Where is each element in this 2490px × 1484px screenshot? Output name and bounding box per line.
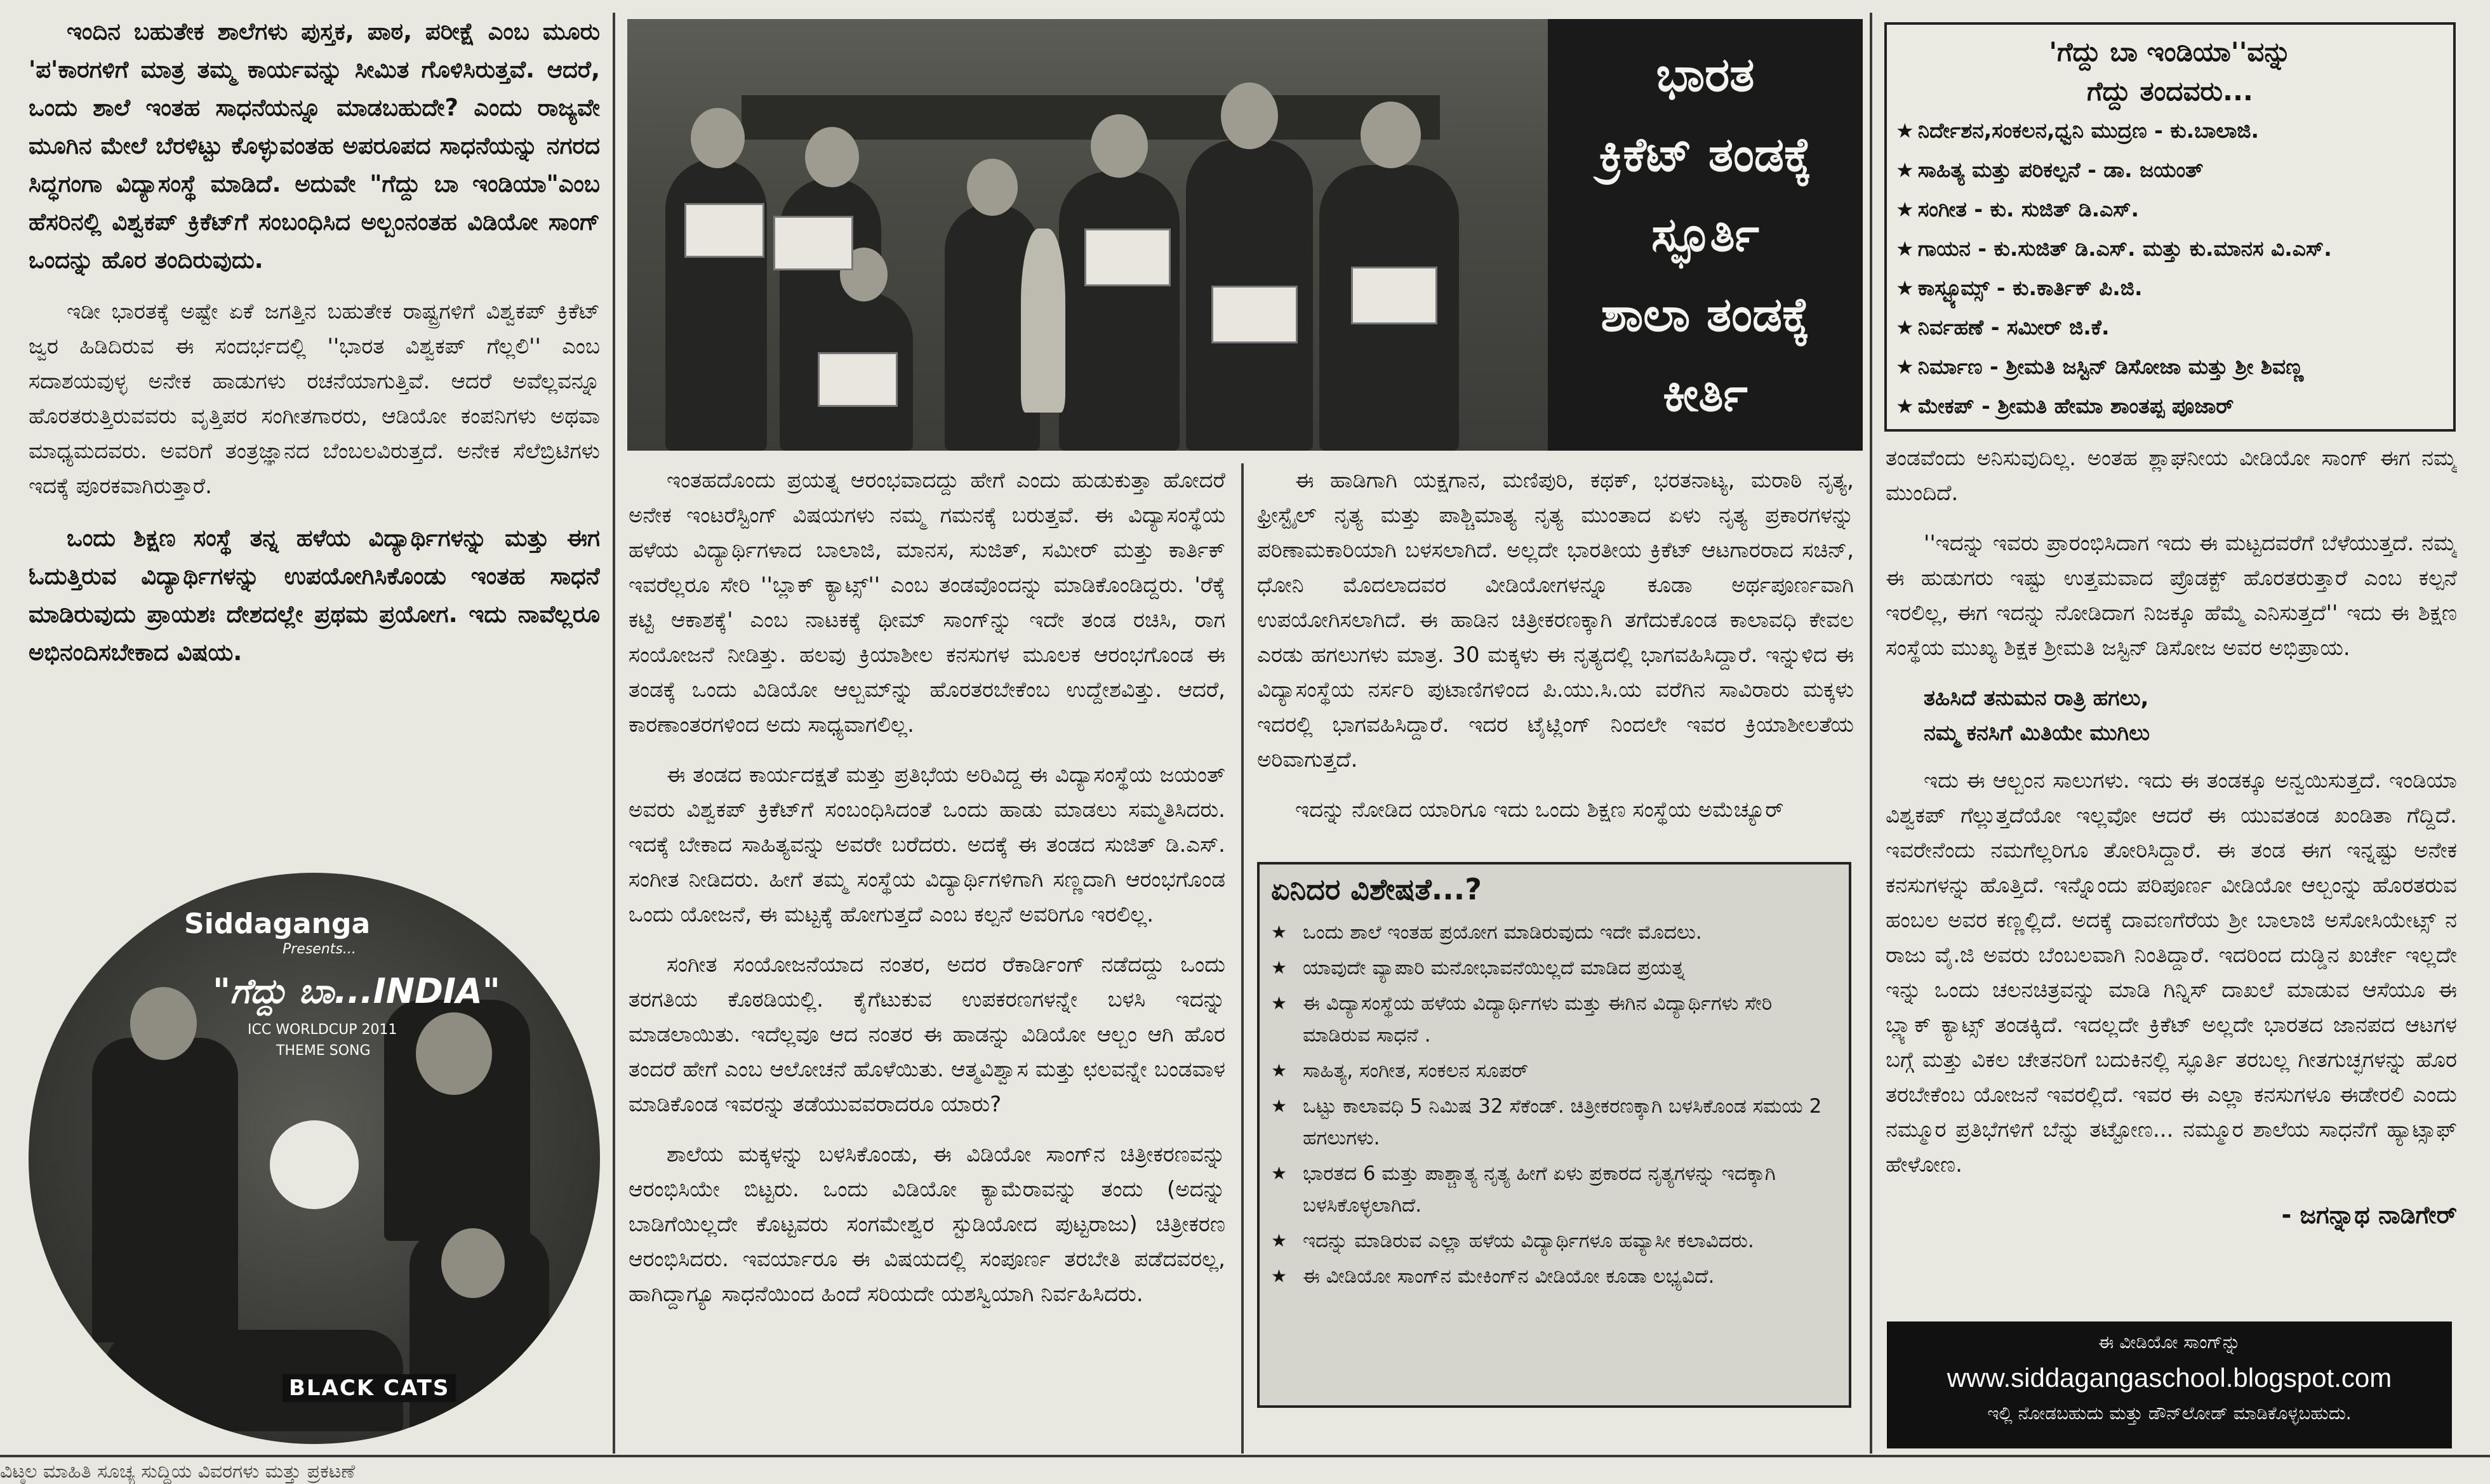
credit-item: ★ ನಿರ್ವಹಣೆ - ಸಮೀರ್ ಜಿ.ಕೆ. bbox=[1896, 315, 2110, 340]
cd-hole bbox=[270, 1120, 359, 1209]
right-paragraph-2: ''ಇದನ್ನು ಇವರು ಪ್ರಾರಂಭಿಸಿದಾಗ ಇದು ಈ ಮಟ್ಟದವರೆಗೆ ಬೆಳೆಯುತ್ತದೆ. ನಮ್ಮ ಈ ಹುಡುಗರು ಇಷ್ಟು ಉತ್ತಮವಾದ ಪ್ರೊಡಕ್ಟ್ ಹೊರತರುತ್ತಾರೆ ಎಂಬ ಕಲ್ಪನೆ ಇರಲಿಲ್ಲ, ಈಗ ಇದನ್ನು ನೋಡಿದಾಗ ನಿಜಕ್ಕೂ ಹೆಮ್ಮೆ ಎನಿಸುತ್ತದೆ'' ಇದು ಈ ಶಿಕ್ಷಣ ಸಂಸ್ಥೆಯ ಮುಖ್ಯ ಶಿಕ್ಷಕ ಶ್ರೀಮತಿ ಜಸ್ಟಿನ್ ಡಿಸೋಜ ಅವರ ಅಭಿಪ್ರಾಯ. bbox=[1886, 531, 2457, 661]
photo-face bbox=[1361, 102, 1421, 168]
credit-item: ★ ಗಾಯನ - ಕು.ಸುಜಿತ್ ಡಿ.ಎಸ್. ಮತ್ತು ಕು.ಮಾನಸ ವಿ.ಎಸ್. bbox=[1896, 236, 2332, 261]
cd-cover bbox=[29, 873, 600, 1444]
features-box bbox=[1257, 862, 1851, 1408]
verse-line: ತಹಿಸಿದೆ ತನುಮನ ರಾತ್ರಿ ಹಗಲು, bbox=[1924, 686, 2149, 711]
photo-face bbox=[691, 108, 745, 168]
star-icon: ★ bbox=[1896, 237, 1914, 261]
trophy bbox=[1021, 229, 1065, 413]
headline-line: ಕ್ರಿಕೆಟ್ ತಂಡಕ್ಕೆ bbox=[1599, 128, 1812, 182]
feature-item: ★ ಈ ವಿದ್ಯಾಸಂಸ್ಥೆಯ ಹಳೆಯ ವಿದ್ಯಾರ್ಥಿಗಳು ಮತ್ತು ಈಗಿನ ವಿದ್ಯಾರ್ಥಿಗಳು ಸೇರಿ ಮಾಡಿರುವ ಸಾಧನೆ . bbox=[1271, 988, 1837, 1051]
cd-box bbox=[1351, 267, 1437, 324]
yakshagana-face bbox=[416, 1012, 492, 1095]
team-photo bbox=[627, 19, 1548, 451]
cd-box bbox=[818, 352, 898, 407]
url-box bbox=[1887, 1322, 2452, 1448]
left-column bbox=[29, 13, 600, 857]
intro-paragraph: ಇಂದಿನ ಬಹುತೇಕ ಶಾಲೆಗಳು ಪುಸ್ತಕ, ಪಾಠ, ಪರೀಕ್ಷೆ ಎಂಬ ಮೂರು 'ಪ'ಕಾರಗಳಿಗೆ ಮಾತ್ರ ತಮ್ಮ ಕಾರ್ಯವನ್ನು ಸೀಮಿತ ಗೊಳಿಸಿರುತ್ತವೆ. ಆದರೆ, ಒಂದು ಶಾಲೆ ಇಂತಹ ಸಾಧನೆಯನ್ನೂ ಮಾಡಬಹುದೇ? ಎಂದು ರಾಜ್ಯವೇ ಮೂಗಿನ ಮೇಲೆ ಬೆರಳಿಟ್ಟು ಕೊಳ್ಳುವಂತಹ ಅಪರೂಪದ ಸಾಧನೆಯನ್ನು ನಗರದ ಸಿದ್ಧಗಂಗಾ ವಿದ್ಯಾಸಂಸ್ಥೆ ಮಾಡಿದೆ. ಅದುವೇ "ಗೆದ್ದು ಬಾ ಇಂಡಿಯಾ"ಎಂಬ ಹೆಸರಿನಲ್ಲಿ ವಿಶ್ವಕಪ್ ಕ್ರಿಕೆಟ್‌ಗೆ ಸಂಬಂಧಿಸಿದ ಅಲ್ಬಂನಂತಹ ವಿಡಿಯೋ ಸಾಂಗ್ ಒಂದನ್ನು ಹೊರ ತಂದಿರುವುದು. bbox=[29, 18, 600, 274]
credits-title: ಗೆದ್ದು ತಂದವರು... bbox=[2087, 76, 2253, 107]
star-icon: ★ bbox=[1271, 1163, 1288, 1184]
presents-text: Presents... bbox=[283, 941, 356, 957]
credit-item: ★ ಸಂಗೀತ - ಕು. ಸುಜಿತ್ ಡಿ.ಎಸ್. bbox=[1896, 197, 2140, 222]
headline-line: ಶಾಲಾ ತಂಡಕ್ಕೆ bbox=[1601, 288, 1810, 342]
byline: - ಜಗನ್ನಾಥ ನಾಡಿಗೇರ್ bbox=[2281, 1201, 2457, 1229]
star-icon: ★ bbox=[1896, 315, 1914, 340]
url-caption: ಈ ವೀಡಿಯೋ ಸಾಂಗ್‌ನ್ನು bbox=[2098, 1332, 2240, 1353]
third-paragraph-2: ಇದನ್ನು ನೋಡಿದ ಯಾರಿಗೂ ಇದು ಒಂದು ಶಿಕ್ಷಣ ಸಂಸ್ಥೆಯ ಅಮೆಚ್ಯೂರ್ bbox=[1295, 797, 1784, 823]
photo-face bbox=[1221, 83, 1278, 149]
star-icon: ★ bbox=[1271, 1266, 1288, 1287]
feature-item: ★ ಸಾಹಿತ್ಯ, ಸಂಗೀತ, ಸಂಕಲನ ಸೂಪರ್ bbox=[1271, 1055, 1837, 1087]
right-column bbox=[1886, 441, 2457, 1311]
left-paragraph-2: ಇಡೀ ಭಾರತಕ್ಕೆ ಅಷ್ಟೇ ಏಕೆ ಜಗತ್ತಿನ ಬಹುತೇಕ ರಾಷ್ಟ್ರಗಳಿಗೆ ವಿಶ್ವಕಪ್ ಕ್ರಿಕೆಟ್ ಜ್ವರ ಹಿಡಿದಿರುವ ಈ ಸಂದರ್ಭದಲ್ಲಿ ''ಭಾರತ ವಿಶ್ವಕಪ್ ಗೆಲ್ಲಲಿ'' ಎಂಬ ಸದಾಶಯವುಳ್ಳ ಅನೇಕ ಹಾಡುಗಳು ರಚನೆಯಾಗುತ್ತಿವೆ. ಆದರೆ ಅವೆಲ್ಲವನ್ನೂ ಹೊರತರುತ್ತಿರುವವರು ವೃತ್ತಿಪರ ಸಂಗೀತಗಾರರು, ಆಡಿಯೋ ಕಂಪನಿಗಳು ಅಥವಾ ಮಾಧ್ಯಮದವರು. ಅವರಿಗೆ ತಂತ್ರಜ್ಞಾನದ ಬೆಂಬಲವಿರುತ್ತದೆ. ಅನೇಕ ಸೆಲೆಬ್ರಿಟಿಗಳು ಇದಕ್ಕೆ ಪೂರಕವಾಗಿರುತ್ತಾರೆ. bbox=[29, 299, 600, 499]
feature-item: ★ ಭಾರತದ 6 ಮತ್ತು ಪಾಶ್ಚಾತ್ಯ ನೃತ್ಯ ಹೀಗೆ ಏಳು ಪ್ರಕಾರದ ನೃತ್ಯಗಳನ್ನು ಇದಕ್ಕಾಗಿ ಬಳಸಿಕೊಳ್ಳಲಾಗಿದೆ. bbox=[1271, 1158, 1837, 1221]
star-icon: ★ bbox=[1271, 993, 1288, 1014]
worldcup-text: ICC WORLDCUP 2011 bbox=[248, 1022, 397, 1038]
column-divider bbox=[1870, 13, 1872, 1454]
bottom-rule bbox=[0, 1455, 2490, 1457]
credits-box bbox=[1884, 22, 2456, 432]
third-column bbox=[1257, 463, 1854, 851]
black-cats-logo: BLACK CATS bbox=[283, 1374, 456, 1402]
star-icon: ★ bbox=[1896, 197, 1914, 222]
credits-title: 'ಗೆದ್ದು ಬಾ ಇಂಡಿಯಾ''ವನ್ನು bbox=[2049, 36, 2291, 67]
star-icon: ★ bbox=[1896, 355, 1914, 379]
bottom-strip: ವಿಟ್ಠಲ ಮಾಹಿತಿ ಸೂಚ್ಯ ಸುದ್ದಿಯ ವಿವರಗಳು ಮತ್ತು ಪ್ರಕಟಣೆ bbox=[0, 1461, 356, 1483]
middle-paragraph-3: ಸಂಗೀತ ಸಂಯೋಜನೆಯಾದ ನಂತರ, ಅದರ ರೆಕಾರ್ಡಿಂಗ್ ನಡೆದದ್ದು ಒಂದು ತರಗತಿಯ ಕೊಠಡಿಯಲ್ಲಿ. ಕೈಗೆಟುಕುವ ಉಪಕರಣಗಳನ್ನೇ ಬಳಸಿ ಇದನ್ನು ಮಾಡಲಾಯಿತು. ಇದೆಲ್ಲವೂ ಆದ ನಂತರ ಈ ಹಾಡನ್ನು ವಿಡಿಯೋ ಆಲ್ಬಂ ಆಗಿ ಹೊರ ತಂದರೆ ಹೇಗೆ ಎಂಬ ಆಲೋಚನೆ ಹೊಳೆಯಿತು. ಆತ್ಮವಿಶ್ವಾಸ ಮತ್ತು ಛಲವನ್ನೇ ಬಂಡವಾಳ ಮಾಡಿಕೊಂಡ ಇವರನ್ನು ತಡೆಯುವವರಾದರೂ ಯಾರು? bbox=[629, 952, 1225, 1117]
credit-item: ★ ಕಾಸ್ಟ್ಯೂಮ್ಸ್ - ಕು.ಕಾರ್ತಿಕ್ ಪಿ.ಜಿ. bbox=[1896, 275, 2143, 300]
photo-person bbox=[665, 159, 767, 451]
dancer-figure bbox=[92, 1038, 238, 1342]
star-icon: ★ bbox=[1271, 1230, 1288, 1251]
blog-link[interactable]: www.siddagangaschool.blogspot.com bbox=[1947, 1363, 2392, 1393]
right-paragraph-1: ತಂಡವೆಂದು ಅನಿಸುವುದಿಲ್ಲ. ಅಂತಹ ಶ್ಲಾಘನೀಯ ವೀಡಿಯೋ ಸಾಂಗ್ ಈಗ ನಮ್ಮ ಮುಂದಿದೆ. bbox=[1886, 446, 2457, 506]
cd-box bbox=[1084, 229, 1171, 286]
middle-column bbox=[629, 463, 1225, 1454]
cd-box bbox=[1211, 286, 1298, 343]
photo-face bbox=[1091, 114, 1148, 178]
cd-box bbox=[684, 203, 764, 258]
features-title: ಏನಿದರ ವಿಶೇಷತೆ...? bbox=[1271, 872, 1482, 906]
star-icon: ★ bbox=[1271, 1096, 1288, 1116]
song-title: "ಗೆದ್ದು ಬಾ...INDIA" bbox=[213, 971, 500, 1011]
url-caption-2: ಇಲ್ಲಿ ನೋಡಬಹುದು ಮತ್ತು ಡೌನ್‌ಲೋಡ್ ಮಾಡಿಕೊಳ್ಳಬಹುದು. bbox=[1987, 1403, 2352, 1424]
star-icon: ★ bbox=[1271, 957, 1288, 978]
cricketer-face bbox=[441, 1228, 505, 1298]
credit-item: ★ ಮೇಕಪ್ - ಶ್ರೀಮತಿ ಹೇಮಾ ಶಾಂತಪ್ಪ ಪೂಜಾರ್ bbox=[1896, 394, 2234, 418]
feature-item: ★ ಈ ವೀಡಿಯೋ ಸಾಂಗ್‌ನ ಮೇಕಿಂಗ್‌ನ ವೀಡಿಯೋ ಕೂಡಾ ಲಭ್ಯವಿದೆ. bbox=[1271, 1261, 1837, 1292]
verse-line: ನಮ್ಮ ಕನಸಿಗೆ ಮಿತಿಯೇ ಮುಗಿಲು bbox=[1924, 720, 2150, 746]
column-divider bbox=[1241, 463, 1244, 1454]
photo-face bbox=[967, 159, 1018, 216]
theme-song-text: THEME SONG bbox=[276, 1043, 371, 1059]
feature-item: ★ ಇದನ್ನು ಮಾಡಿರುವ ಎಲ್ಲಾ ಹಳೆಯ ವಿದ್ಯಾರ್ಥಿಗಳೂ ಹವ್ಯಾಸೀ ಕಲಾವಿದರು. bbox=[1271, 1225, 1837, 1257]
photo-person bbox=[1059, 171, 1180, 451]
star-icon: ★ bbox=[1896, 276, 1914, 300]
star-icon: ★ bbox=[1896, 394, 1914, 418]
dancer-face bbox=[130, 987, 197, 1060]
credit-item: ★ ನಿರ್ದೇಶನ,ಸಂಕಲನ,ಧ್ವನಿ ಮುದ್ರಣ - ಕು.ಬಾಲಾಜಿ. bbox=[1896, 118, 2260, 143]
column-divider bbox=[613, 13, 615, 1454]
right-paragraph-3: ಇದು ಈ ಆಲ್ಬಂನ ಸಾಲುಗಳು. ಇದು ಈ ತಂಡಕ್ಕೂ ಅನ್ವಯಿಸುತ್ತದೆ. ಇಂಡಿಯಾ ವಿಶ್ವಕಪ್ ಗೆಲ್ಲುತ್ತದೆಯೋ ಇಲ್ಲವೋ ಆದರೆ ಈ ಯುವತಂಡ ಖಂಡಿತಾ ಗೆದ್ದಿದೆ. ಇವರೇನೆಂದು ನಮಗೆಲ್ಲರಿಗೂ ತೋರಿಸಿದ್ದಾರೆ. ಈ ತಂಡ ಈಗ ಇನ್ನಷ್ಟು ಅನೇಕ ಕನಸುಗಳನ್ನು ಹೊತ್ತಿದೆ. ಇನ್ನೊಂದು ಪರಿಪೂರ್ಣ ವೀಡಿಯೋ ಆಲ್ಬಂನ್ನು ಹೊರತರುವ ಹಂಬಲ ಅವರ ಕಣ್ಣಲ್ಲಿದೆ. ಅದಕ್ಕೆ ದಾವಣಗೆರೆಯ ಶ್ರೀ ಬಾಲಾಜಿ ಅಸೋಸಿಯೇಟ್ಸ್ ನ ರಾಜು ವೈ.ಜಿ ಅವರು ಬೆಂಬಲವಾಗಿ ನಿಂತಿದ್ದಾರೆ. ಇದರಿಂದ ದುಡ್ಡಿನ ಖರ್ಚೇ ಇಲ್ಲದೇ ಇನ್ನು ಒಂದು ಚಲನಚಿತ್ರವನ್ನು ಮಾಡಿ ಗಿನ್ನಿಸ್ ದಾಖಲೆ ಮಾಡುವ ಆಸೆಯೂ ಈ ಬ್ಲ್ಯಾಕ್ ಕ್ಯಾಟ್ಸ್ ತಂಡಕ್ಕಿದೆ. ಇದಲ್ಲದೇ ಕ್ರಿಕೆಟ್ ಅಲ್ಲದೇ ಭಾರತದ ಜಾನಪದ ಆಟಗಳ ಬಗ್ಗೆ ಮತ್ತು ವಿಕಲ ಚೇತನರಿಗೆ ಬದುಕಿನಲ್ಲಿ ಸ್ಫೂರ್ತಿ ತರಬಲ್ಲ ಗೀತಗುಚ್ಛಗಳನ್ನು ಹೊರ ತರಬೇಕೆಂಬ ಯೋಜನೆ ಇವರಲ್ಲಿದೆ. ಇವರ ಈ ಎಲ್ಲಾ ಕನಸುಗಳೂ ಈಡೇರಲಿ ಎಂದು ನಮ್ಮೂರ ಪ್ರತಿಭೆಗಳಿಗೆ ಬೆನ್ನು ತಟ್ಟೋಣ... ನಮ್ಮೂರ ಶಾಲೆಯ ಸಾಧನೆಗೆ ಹ್ಯಾಟ್ಸಾಫ್ ಹೇಳೋಣ. bbox=[1886, 768, 2457, 1177]
feature-item: ★ ಒಟ್ಟು ಕಾಲಾವಧಿ 5 ನಿಮಿಷ 32 ಸೆಕೆಂಡ್. ಚಿತ್ರೀಕರಣಕ್ಕಾಗಿ ಬಳಸಿಕೊಂಡ ಸಮಯ 2 ಹಗಲುಗಳು. bbox=[1271, 1090, 1837, 1154]
star-icon: ★ bbox=[1271, 1060, 1288, 1081]
siddaganga-logo: Siddaganga bbox=[184, 908, 371, 940]
third-paragraph-1: ಈ ಹಾಡಿಗಾಗಿ ಯಕ್ಷಗಾನ, ಮಣಿಪುರಿ, ಕಥಕ್, ಭರತನಾಟ್ಯ, ಮರಾಠಿ ನೃತ್ಯ, ಫ್ರೀಸ್ಟೈಲ್ ನೃತ್ಯ ಮತ್ತು ಪಾಶ್ಚಿಮಾತ್ಯ ನೃತ್ಯ ಮುಂತಾದ ಏಳು ನೃತ್ಯ ಪ್ರಕಾರಗಳನ್ನು ಪರಿಣಾಮಕಾರಿಯಾಗಿ ಬಳಸಲಾಗಿದೆ. ಅಲ್ಲದೇ ಭಾರತೀಯ ಕ್ರಿಕೆಟ್ ಆಟಗಾರರಾದ ಸಚಿನ್, ಧೋನಿ ಮೊದಲಾದವರ ವೀಡಿಯೋಗಳನ್ನೂ ಕೂಡಾ ಅರ್ಥಪೂರ್ಣವಾಗಿ ಉಪಯೋಗಿಸಲಾಗಿದೆ. ಈ ಹಾಡಿನ ಚಿತ್ರೀಕರಣಕ್ಕಾಗಿ ತಗೆದುಕೊಂಡ ಕಾಲಾವಧಿ ಕೇವಲ ಎರಡು ಹಗಲುಗಳು ಮಾತ್ರ. 30 ಮಕ್ಕಳು ಈ ನೃತ್ಯದಲ್ಲಿ ಭಾಗವಹಿಸಿದ್ದಾರೆ. ಇನ್ನುಳಿದ ಈ ವಿದ್ಯಾಸಂಸ್ಥೆಯ ನರ್ಸರಿ ಪುಟಾಣಿಗಳಿಂದ ಪಿ.ಯು.ಸಿ.ಯ ವರೆಗಿನ ಸಾವಿರಾರು ಮಕ್ಕಳು ಇದರಲ್ಲಿ ಭಾಗವಹಿಸಿದ್ದಾರೆ. ಇದರ ಟೈಟ್ಲಿಂಗ್ ನಿಂದಲೇ ಇವರ ಕ್ರಿಯಾಶೀಲತೆಯ ಅರಿವಾಗುತ್ತದೆ. bbox=[1257, 468, 1854, 772]
middle-paragraph-4: ಶಾಲೆಯ ಮಕ್ಕಳನ್ನು ಬಳಸಿಕೊಂಡು, ಈ ವಿಡಿಯೋ ಸಾಂಗ್‌ನ ಚಿತ್ರೀಕರಣವನ್ನು ಆರಂಭಿಸಿಯೇ ಬಿಟ್ಟರು. ಒಂದು ವಿಡಿಯೋ ಕ್ಯಾಮೆರಾವನ್ನು ತಂದು (ಅದನ್ನು ಬಾಡಿಗೆಯಿಲ್ಲದೇ ಕೊಟ್ಟವರು ಸಂಗಮೇಶ್ವರ ಸ್ಟುಡಿಯೋದ ಪುಟ್ಟರಾಜು) ಚಿತ್ರೀಕರಣ ಆರಂಭಿಸಿದರು. ಇವರ್ಯಾರೂ ಈ ವಿಷಯದಲ್ಲಿ ಸಂಪೂರ್ಣ ತರಬೇತಿ ಪಡೆದವರಲ್ಲ, ಹಾಗಿದ್ದಾಗ್ಯೂ ಸಾಧನೆಯಿಂದ ಹಿಂದೆ ಸರಿಯದೇ ಯಶಸ್ವಿಯಾಗಿ ನಿರ್ವಹಿಸಿದರು. bbox=[629, 1142, 1225, 1307]
headline-block bbox=[1548, 19, 1863, 451]
middle-paragraph-2: ಈ ತಂಡದ ಕಾರ್ಯದಕ್ಷತೆ ಮತ್ತು ಪ್ರತಿಭೆಯ ಅರಿವಿದ್ದ ಈ ವಿದ್ಯಾಸಂಸ್ಥೆಯ ಜಯಂತ್ ಅವರು ವಿಶ್ವಕಪ್ ಕ್ರಿಕೆಟ್‌ಗೆ ಸಂಬಂಧಿಸಿದಂತೆ ಒಂದು ಹಾಡು ಮಾಡಲು ಸಮ್ಮತಿಸಿದರು. ಇದಕ್ಕೆ ಬೇಕಾದ ಸಾಹಿತ್ಯವನ್ನು ಅವರೇ ಬರೆದರು. ಅದಕ್ಕೆ ಈ ತಂಡದ ಸುಜಿತ್ ಡಿ.ಎಸ್. ಸಂಗೀತ ನೀಡಿದರು. ಹೀಗೆ ತಮ್ಮ ಸಂಸ್ಥೆಯ ವಿದ್ಯಾರ್ಥಿಗಳಿಗಾಗಿ ಸಣ್ಣದಾಗಿ ಆರಂಭಗೊಂಡ ಒಂದು ಯೋಜನೆ, ಈ ಮಟ್ಟಕ್ಕೆ ಹೋಗುತ್ತದೆ ಎಂಬ ಕಲ್ಪನೆ ಅವರಿಗೂ ಇರಲಿಲ್ಲ. bbox=[629, 762, 1225, 927]
credit-item: ★ ಸಾಹಿತ್ಯ ಮತ್ತು ಪರಿಕಲ್ಪನೆ - ಡಾ. ಜಯಂತ್ bbox=[1896, 157, 2204, 182]
photo-face bbox=[805, 127, 859, 187]
star-icon: ★ bbox=[1271, 922, 1288, 943]
headline-line: ಭಾರತ bbox=[1656, 48, 1755, 102]
star-icon: ★ bbox=[1896, 119, 1914, 143]
credit-item: ★ ನಿರ್ಮಾಣ - ಶ್ರೀಮತಿ ಜಸ್ಟಿನ್ ಡಿಸೋಜಾ ಮತ್ತು ಶ್ರೀ ಶಿವಣ್ಣ bbox=[1896, 354, 2304, 379]
feature-item: ★ ಒಂದು ಶಾಲೆ ಇಂತಹ ಪ್ರಯೋಗ ಮಾಡಿರುವುದು ಇದೇ ಮೊದಲು. bbox=[1271, 917, 1837, 948]
cd-box bbox=[773, 216, 853, 270]
headline-line: ಸ್ಫೂರ್ತಿ bbox=[1651, 208, 1759, 262]
star-icon: ★ bbox=[1896, 158, 1914, 182]
middle-paragraph-1: ಇಂತಹದೊಂದು ಪ್ರಯತ್ನ ಆರಂಭವಾದದ್ದು ಹೇಗೆ ಎಂದು ಹುಡುಕುತ್ತಾ ಹೋದರೆ ಅನೇಕ ಇಂಟರೆಸ್ಟಿಂಗ್ ವಿಷಯಗಳು ನಮ್ಮ ಗಮನಕ್ಕೆ ಬರುತ್ತವೆ. ಈ ವಿದ್ಯಾಸಂಸ್ಥೆಯ ಹಳೆಯ ವಿದ್ಯಾರ್ಥಿಗಳಾದ ಬಾಲಾಜಿ, ಮಾನಸ, ಸುಜಿತ್, ಸಮೀರ್ ಮತ್ತು ಕಾರ್ತಿಕ್ ಇವರೆಲ್ಲರೂ ಸೇರಿ ''ಬ್ಲಾಕ್ ಕ್ಯಾಟ್ಸ್'' ಎಂಬ ತಂಡವೊಂದನ್ನು ಮಾಡಿಕೊಂಡಿದ್ದರು. 'ರೆಕ್ಕೆ ಕಟ್ಟಿ ಆಕಾಶಕ್ಕೆ' ಎಂಬ ನಾಟಕಕ್ಕೆ ಥೀಮ್ ಸಾಂಗ್‌ನ್ನು ಇದೇ ತಂಡ ರಚಿಸಿ, ರಾಗ ಸಂಯೋಜನೆ ನೀಡಿತ್ತು. ಹಲವು ಕ್ರಿಯಾಶೀಲ ಕನಸುಗಳ ಮೂಲಕ ಆರಂಭಗೊಂಡ ಈ ತಂಡಕ್ಕೆ ಒಂದು ವಿಡಿಯೋ ಆಲ್ಬಮ್‌ನ್ನು ಹೊರತರಬೇಕೆಂಬ ಉದ್ದೇಶವಿತ್ತು. ಆದರೆ, ಕಾರಣಾಂತರಗಳಿಂದ ಅದು ಸಾಧ್ಯವಾಗಲಿಲ್ಲ. bbox=[629, 468, 1225, 738]
headline-line: ಕೀರ್ತಿ bbox=[1663, 368, 1748, 422]
left-paragraph-3: ಒಂದು ಶಿಕ್ಷಣ ಸಂಸ್ಥೆ ತನ್ನ ಹಳೆಯ ವಿದ್ಯಾರ್ಥಿಗಳನ್ನು ಮತ್ತು ಈಗ ಓದುತ್ತಿರುವ ವಿದ್ಯಾರ್ಥಿಗಳನ್ನು ಉಪಯೋಗಿಸಿಕೊಂಡು ಇಂತಹ ಸಾಧನೆ ಮಾಡಿರುವುದು ಪ್ರಾಯಶಃ ದೇಶದಲ್ಲೇ ಪ್ರಥಮ ಪ್ರಯೋಗ. ಇದು ನಾವೆಲ್ಲರೂ ಅಭಿನಂದಿಸಬೇಕಾದ ವಿಷಯ. bbox=[29, 524, 600, 666]
feature-item: ★ ಯಾವುದೇ ವ್ಯಾಪಾರಿ ಮನೋಭಾವನೆಯಿಲ್ಲದೆ ಮಾಡಿದ ಪ್ರಯತ್ನ bbox=[1271, 952, 1837, 984]
